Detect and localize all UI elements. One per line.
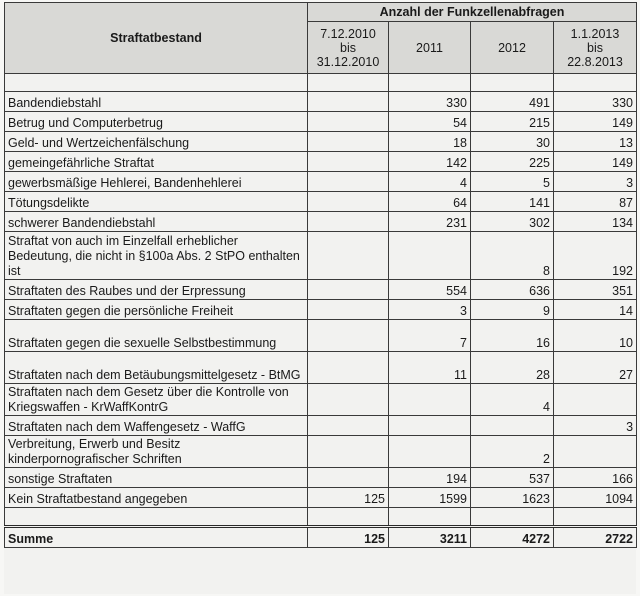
cell-value: 4 [471,384,554,416]
cell-value: 1623 [471,488,554,508]
sum-value: 3211 [389,527,471,548]
cell-value: 351 [554,280,637,300]
col-header-line: bis [587,40,603,55]
table-row [5,172,637,192]
spacer-row [5,74,637,92]
col-header-line: 31.12.2010 [316,54,380,69]
col-header-2011 [389,22,471,74]
cell-value: 166 [554,468,637,488]
row-label: Straftaten nach dem Gesetz über die Kontrolle von Kriegswaffen - KrWaffKontrG [5,384,308,416]
cell-value: 215 [471,112,554,132]
cell-value: 13 [554,132,637,152]
cell-value: 330 [554,92,637,112]
row-label: Straftaten des Raubes und der Erpressung [5,280,308,300]
table-row [5,132,637,152]
cell-value [308,416,389,436]
row-label: Straftaten gegen die sexuelle Selbstbestimmung [5,320,308,352]
cell-value: 636 [471,280,554,300]
col-header-line: 2011 [416,40,443,55]
cell-value: 3 [554,172,637,192]
sum-label: Summe [5,527,308,548]
table-row [5,436,637,468]
row-label: Betrug und Computerbetrug [5,112,308,132]
cell-value: 2 [471,436,554,468]
cell-value: 30 [471,132,554,152]
col-header-line: 1.1.2013 [570,26,620,41]
cell-value: 4 [389,172,471,192]
cell-value: 16 [471,320,554,352]
table-row [5,92,637,112]
cell-value: 192 [554,232,637,280]
cell-value: 7 [389,320,471,352]
spacer-row [5,508,637,527]
cell-value: 125 [308,488,389,508]
sum-value: 125 [308,527,389,548]
cell-value [308,232,389,280]
row-label: sonstige Straftaten [5,468,308,488]
cell-value: 18 [389,132,471,152]
statistics-sheet [4,2,636,594]
col-header-period-2010 [308,22,389,74]
row-label: Straftaten nach dem Waffengesetz - WaffG [5,416,308,436]
cell-value [554,436,637,468]
cell-value: 330 [389,92,471,112]
cell-value: 11 [389,352,471,384]
cell-value: 142 [389,152,471,172]
cell-value: 10 [554,320,637,352]
cell-value: 231 [389,212,471,232]
cell-value: 302 [471,212,554,232]
cell-value [308,280,389,300]
cell-value: 149 [554,152,637,172]
cell-value: 8 [471,232,554,280]
row-header-label: Straftatbestand [5,3,308,74]
cell-value: 14 [554,300,637,320]
funkzellenabfragen-table [4,2,637,548]
row-label: Tötungsdelikte [5,192,308,212]
cell-value: 225 [471,152,554,172]
row-label: Straftaten nach dem Betäubungsmittelgesetz - BtMG [5,352,308,384]
cell-value: 9 [471,300,554,320]
cell-value [389,436,471,468]
col-header-2012 [471,22,554,74]
row-label: Geld- und Wertzeichenfälschung [5,132,308,152]
group-header: Anzahl der Funkzellenabfragen [308,3,637,22]
sum-value: 2722 [554,527,637,548]
cell-value [308,352,389,384]
cell-value: 537 [471,468,554,488]
cell-value [308,192,389,212]
cell-value [308,92,389,112]
table-row [5,468,637,488]
cell-value [308,132,389,152]
cell-value: 1599 [389,488,471,508]
cell-value [308,172,389,192]
cell-value: 54 [389,112,471,132]
table-row [5,352,637,384]
table-row [5,232,637,280]
cell-value [308,436,389,468]
table-row [5,112,637,132]
cell-value: 149 [554,112,637,132]
row-label: schwerer Bandendiebstahl [5,212,308,232]
cell-value: 3 [389,300,471,320]
table-row [5,212,637,232]
cell-value [389,384,471,416]
cell-value [308,212,389,232]
cell-value [308,152,389,172]
cell-value [554,384,637,416]
cell-value [308,112,389,132]
cell-value: 1094 [554,488,637,508]
col-header-line: bis [340,40,356,55]
cell-value [389,232,471,280]
sum-value: 4272 [471,527,554,548]
cell-value: 194 [389,468,471,488]
cell-value [308,468,389,488]
col-header-line: 22.8.2013 [567,54,623,69]
table-row [5,488,637,508]
table-row [5,300,637,320]
table-row [5,152,637,172]
col-header-line: 2012 [498,40,526,55]
cell-value: 87 [554,192,637,212]
col-header-period-2013 [554,22,637,74]
table-row [5,192,637,212]
row-label: gemeingefährliche Straftat [5,152,308,172]
cell-value: 27 [554,352,637,384]
cell-value [308,384,389,416]
cell-value: 28 [471,352,554,384]
table-row [5,416,637,436]
cell-value: 491 [471,92,554,112]
cell-value [389,416,471,436]
row-label: Straftaten gegen die persönliche Freiheit [5,300,308,320]
cell-value: 64 [389,192,471,212]
cell-value [471,416,554,436]
row-label: gewerbsmäßige Hehlerei, Bandenhehlerei [5,172,308,192]
cell-value: 141 [471,192,554,212]
row-label: Straftat von auch im Einzelfall erheblicher Bedeutung, die nicht in §100a Abs. 2 StPO enthalten ist [5,232,308,280]
table-row [5,384,637,416]
row-label: Kein Straftatbestand angegeben [5,488,308,508]
cell-value: 5 [471,172,554,192]
cell-value: 134 [554,212,637,232]
cell-value [308,300,389,320]
cell-value: 554 [389,280,471,300]
col-header-line: 7.12.2010 [320,26,376,41]
cell-value: 3 [554,416,637,436]
row-label: Bandendiebstahl [5,92,308,112]
row-label: Verbreitung, Erwerb und Besitz kinderpornografischer Schriften [5,436,308,468]
cell-value [308,320,389,352]
table-row [5,320,637,352]
table-row [5,280,637,300]
sum-row [5,527,637,548]
